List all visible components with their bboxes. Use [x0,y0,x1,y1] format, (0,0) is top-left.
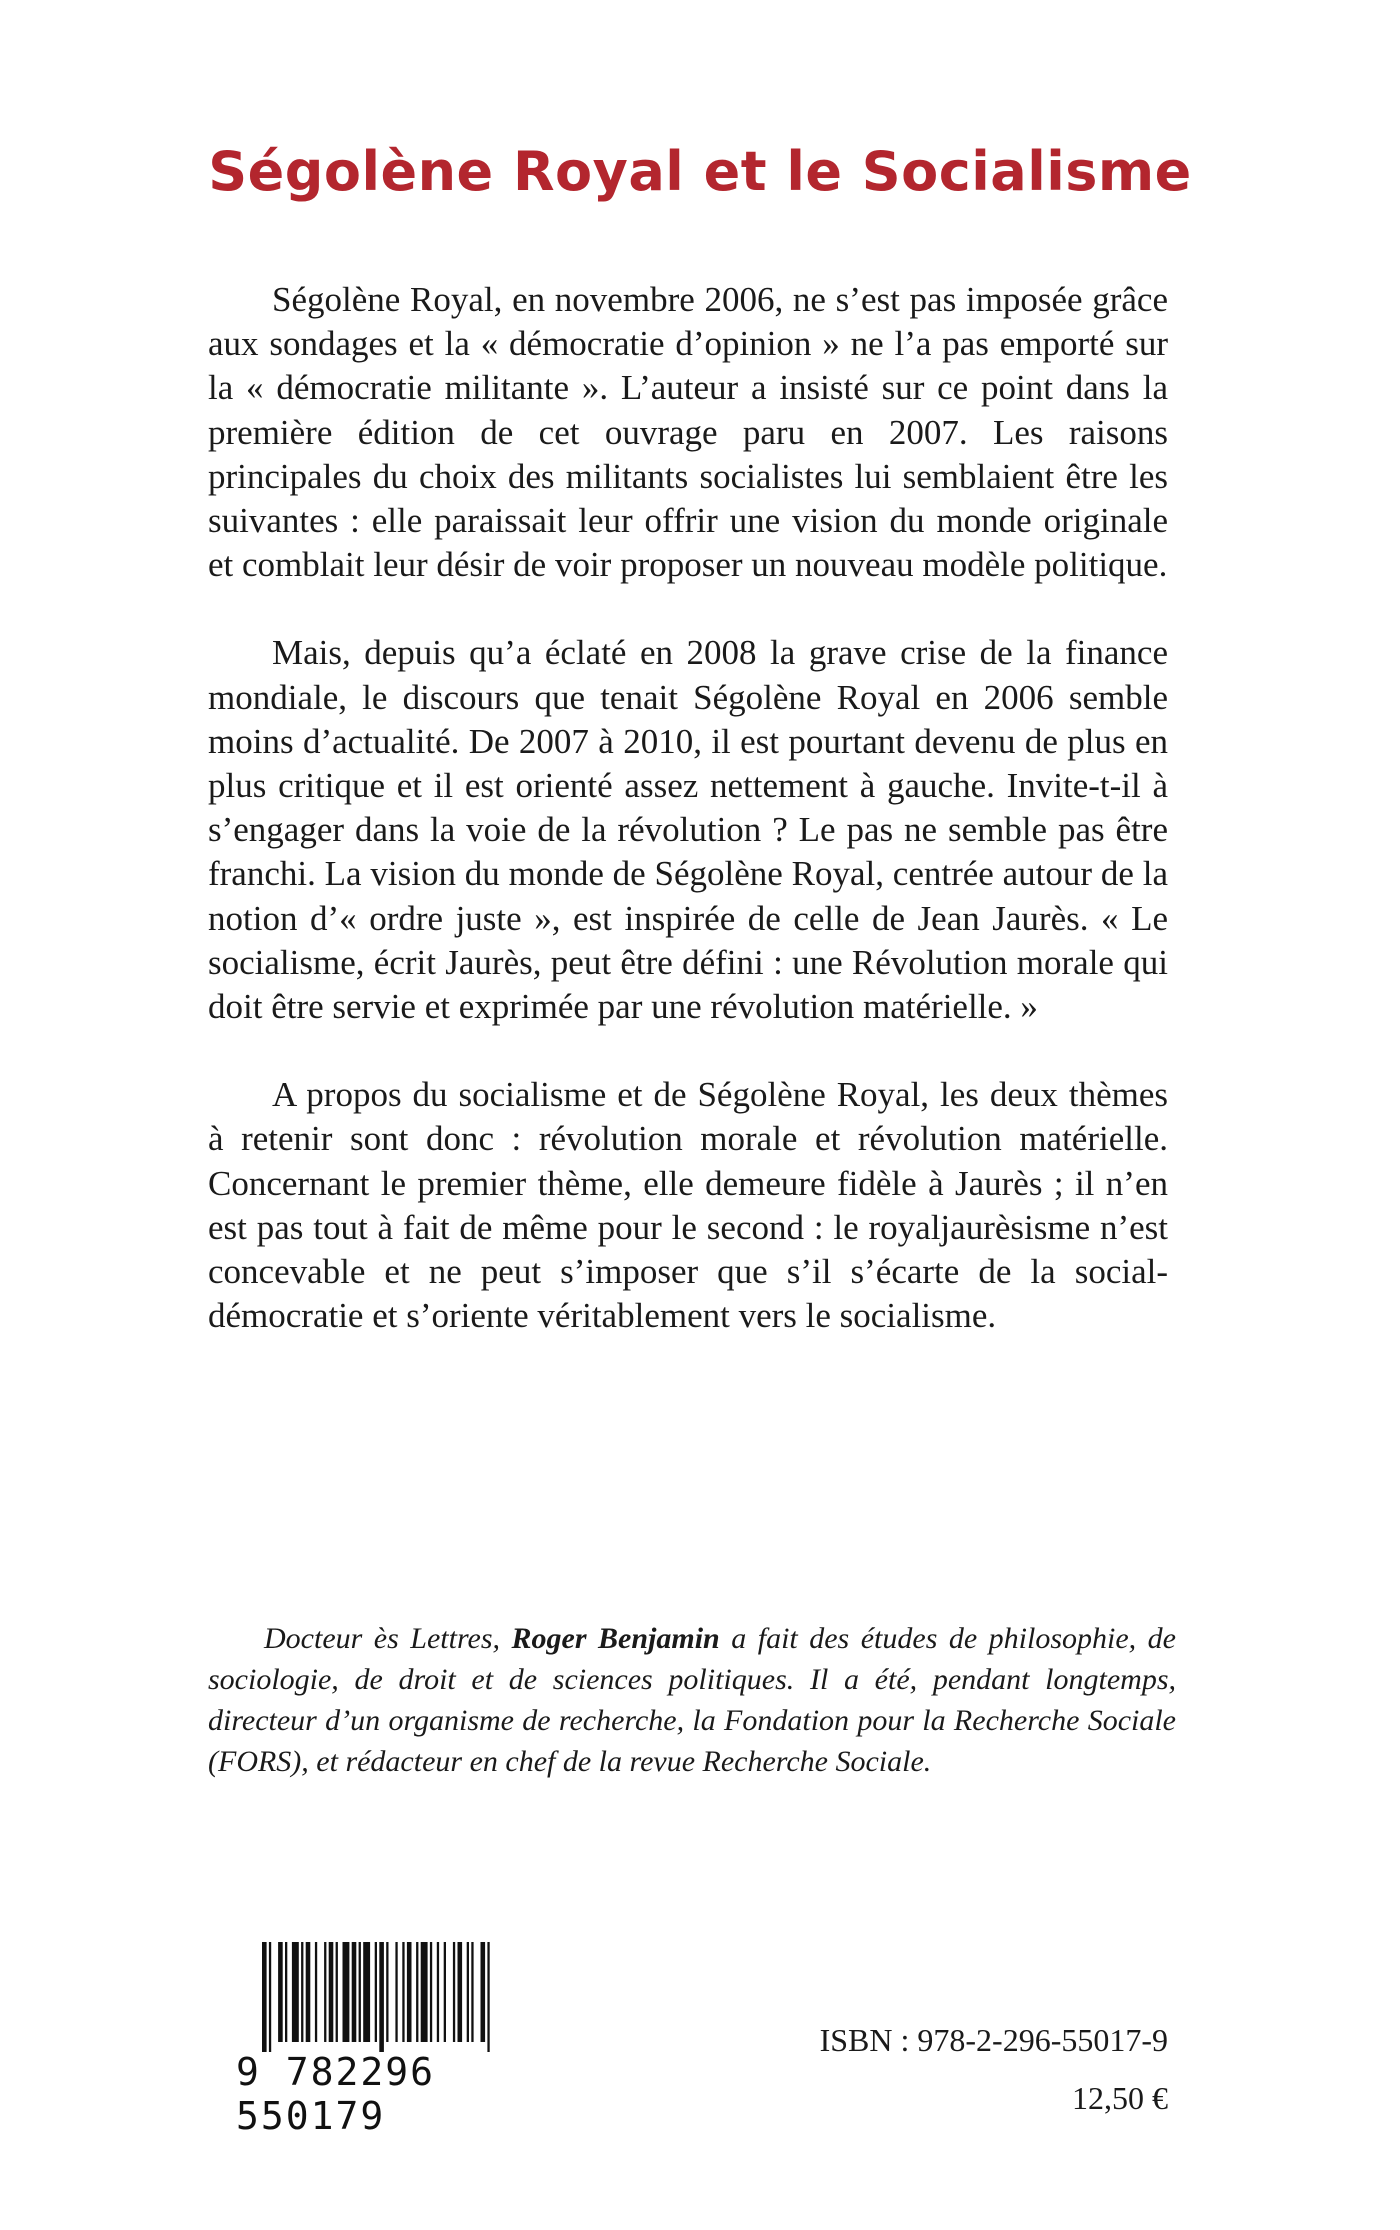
book-title: Ségolène Royal et le Socialisme [208,140,1192,203]
barcode-bars [262,1942,580,2052]
barcode-bar [481,1942,486,2042]
barcode-bar [444,1942,446,2042]
barcode-bar [386,1942,388,2042]
blurb-paragraph-1: Ségolène Royal, en novembre 2006, ne s’est pas imposée grâce aux sondages et la « démocratie d’opinion » ne l’a pas emporté sur la « démocratie militante ». L’auteur a insisté sur ce point dans la première édition de cet ouvrage paru en 2007. Les raisons principales du choix des militants socialistes lui semblaient être les suivantes : elle paraissait leur offrir une vision du monde originale et comblait leur désir de voir proposer un nouveau modèle politique. [208,280,1168,585]
barcode-bar [407,1942,412,2042]
blurb-paragraph-3: A propos du socialisme et de Ségolène Royal, les deux thèmes à retenir sont donc : révolution morale et révolution matérielle. Concernant le premier thème, elle demeure fidèle à Jaurès ; il n’en est pas tout à fait de même pour le second : le royaljaurèsisme n’est concevable et ne peut s’imposer que s’il s’écarte de la social-démocratie et s’oriente véritablement vers le socialisme. [208,1075,1168,1336]
barcode-bar [458,1942,463,2042]
author-bio [208,1618,1176,1782]
barcode-bar [292,1942,299,2042]
barcode-bar [363,1942,370,2042]
author-name: Roger Benjamin [511,1622,720,1655]
barcode-bar [437,1942,439,2042]
blurb [208,278,1168,1382]
barcode-digits: 9 782296 550179 [236,2050,436,2138]
isbn: ISBN : 978-2-296-55017-9 [819,2022,1168,2058]
barcode-bar [278,1942,283,2042]
barcode [236,1942,594,2138]
barcode-bar [352,1942,357,2042]
barcode-bar [421,1942,428,2042]
barcode-bar [336,1942,338,2042]
barcode-bar [269,1942,271,2052]
barcode-bar [306,1942,311,2042]
barcode-bar [416,1942,418,2042]
author-bio-intro: Docteur ès Lettres, [264,1622,512,1655]
barcode-bar [395,1942,397,2042]
barcode-bar [301,1942,303,2042]
barcode-bar [471,1942,473,2042]
barcode-bar [262,1942,267,2052]
barcode-bar [329,1942,334,2042]
barcode-bar [453,1942,455,2042]
barcode-bar [285,1942,287,2042]
barcode-bar [343,1942,350,2042]
barcode-bar [359,1942,361,2042]
barcode-bar [402,1942,404,2042]
barcode-bar [315,1942,317,2042]
barcode-bar [467,1942,469,2042]
barcode-bar [324,1942,326,2042]
barcode-bar [487,1942,489,2052]
blurb-paragraph-2: Mais, depuis qu’a éclaté en 2008 la grave crise de la finance mondiale, le discours que tenait Ségolène Royal en 2006 semble moins d’actualité. De 2007 à 2010, il est pourtant devenu de plus en plus critique et il est orienté assez nettement à gauche. Invite-t-il à s’engager dans la voie de la révolution ? Le pas ne semble pas être franchi. La vision du monde de Ségolène Royal, centrée autour de la notion d’« ordre juste », est inspirée de celle de Jean Jaurès. « Le socialisme, écrit Jaurès, peut être défini : une Révolution morale qui doit être servie et exprimée par une révolution matérielle. » [208,633,1168,1027]
price: 12,50 € [1072,2080,1168,2116]
barcode-bar [430,1942,432,2042]
barcode-bar [375,1942,377,2042]
barcode-bar [379,1942,384,2052]
author-bio-text: a fait des études de philosophie, de sociologie, de droit et de sciences politiques. Il a été, pendant longtemps, directeur d’un organisme de recherche, la Fondation pour la Recherche Sociale (FORS), et rédacteur en chef de la revue Recherche Sociale. [208,1622,1176,1778]
